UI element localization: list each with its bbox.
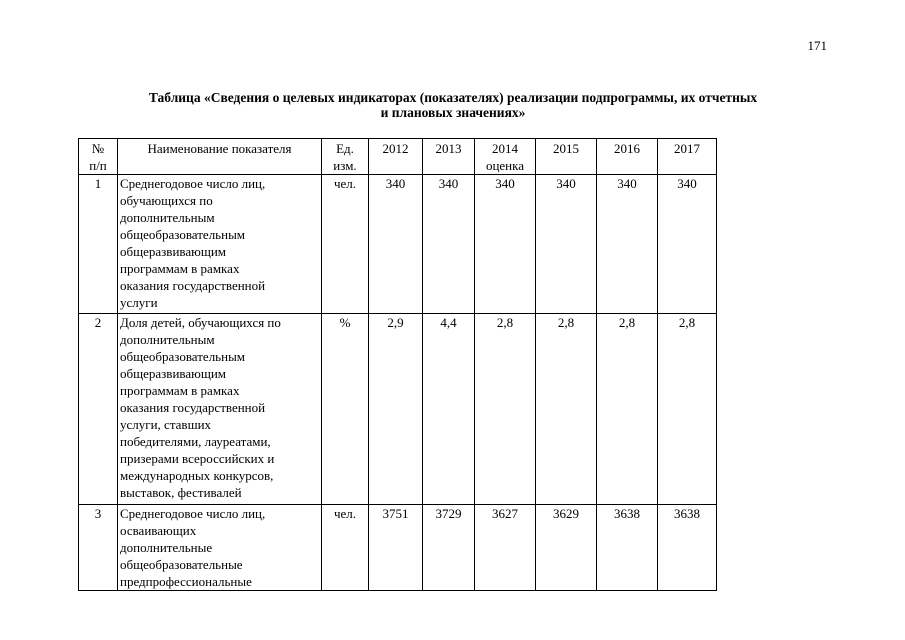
row-name: Среднегодовое число лиц, обучающихся по дополнительным общеобразовательным общеразвивающим программам в рамках оказания государственной услуги (118, 175, 322, 314)
row-num: 3 (79, 505, 118, 591)
value-2017: 340 (658, 175, 717, 314)
value-2017: 3638 (658, 505, 717, 591)
value-2015: 2,8 (536, 314, 597, 505)
value-2012: 2,9 (369, 314, 423, 505)
row-name: Доля детей, обучающихся по дополнительным общеобразовательным общеразвивающим программам в рамках оказания государственной услуги, ставших победителями, лауреатами, призерами всероссийских и международных конкурсов, выставок, фестивалей (118, 314, 322, 505)
row-name: Среднегодовое число лиц, осваивающих дополнительные общеобразовательные предпрофессиональные (118, 505, 322, 591)
value-2012: 3751 (369, 505, 423, 591)
row-num: 2 (79, 314, 118, 505)
value-2014: 2,8 (475, 314, 536, 505)
value-2013: 4,4 (423, 314, 475, 505)
header-num: № п/п (79, 139, 118, 175)
header-2016: 2016 (597, 139, 658, 175)
value-2013: 3729 (423, 505, 475, 591)
table-title-line-2: и плановых значениях» (380, 105, 526, 120)
value-2015: 340 (536, 175, 597, 314)
table-row (79, 505, 717, 591)
table-row (79, 314, 717, 505)
header-2013: 2013 (423, 139, 475, 175)
value-2015: 3629 (536, 505, 597, 591)
value-2014: 340 (475, 175, 536, 314)
header-2014: 2014 оценка (475, 139, 536, 175)
value-2017: 2,8 (658, 314, 717, 505)
header-unit: Ед. изм. (322, 139, 369, 175)
header-2015: 2015 (536, 139, 597, 175)
value-2016: 2,8 (597, 314, 658, 505)
row-unit: чел. (322, 175, 369, 314)
table-header-row (79, 139, 717, 175)
row-unit: % (322, 314, 369, 505)
header-2012: 2012 (369, 139, 423, 175)
value-2014: 3627 (475, 505, 536, 591)
table-title-line-1: Таблица «Сведения о целевых индикаторах (показателях) реализации подпрограммы, их отчетных (148, 90, 758, 105)
value-2016: 340 (597, 175, 658, 314)
value-2016: 3638 (597, 505, 658, 591)
table-title (78, 90, 828, 120)
row-num: 1 (79, 175, 118, 314)
value-2012: 340 (369, 175, 423, 314)
row-unit: чел. (322, 505, 369, 591)
indicators-table (78, 138, 717, 591)
page-number: 171 (807, 38, 827, 53)
table-row (79, 175, 717, 314)
header-2017: 2017 (658, 139, 717, 175)
header-name: Наименование показателя (118, 139, 322, 175)
value-2013: 340 (423, 175, 475, 314)
